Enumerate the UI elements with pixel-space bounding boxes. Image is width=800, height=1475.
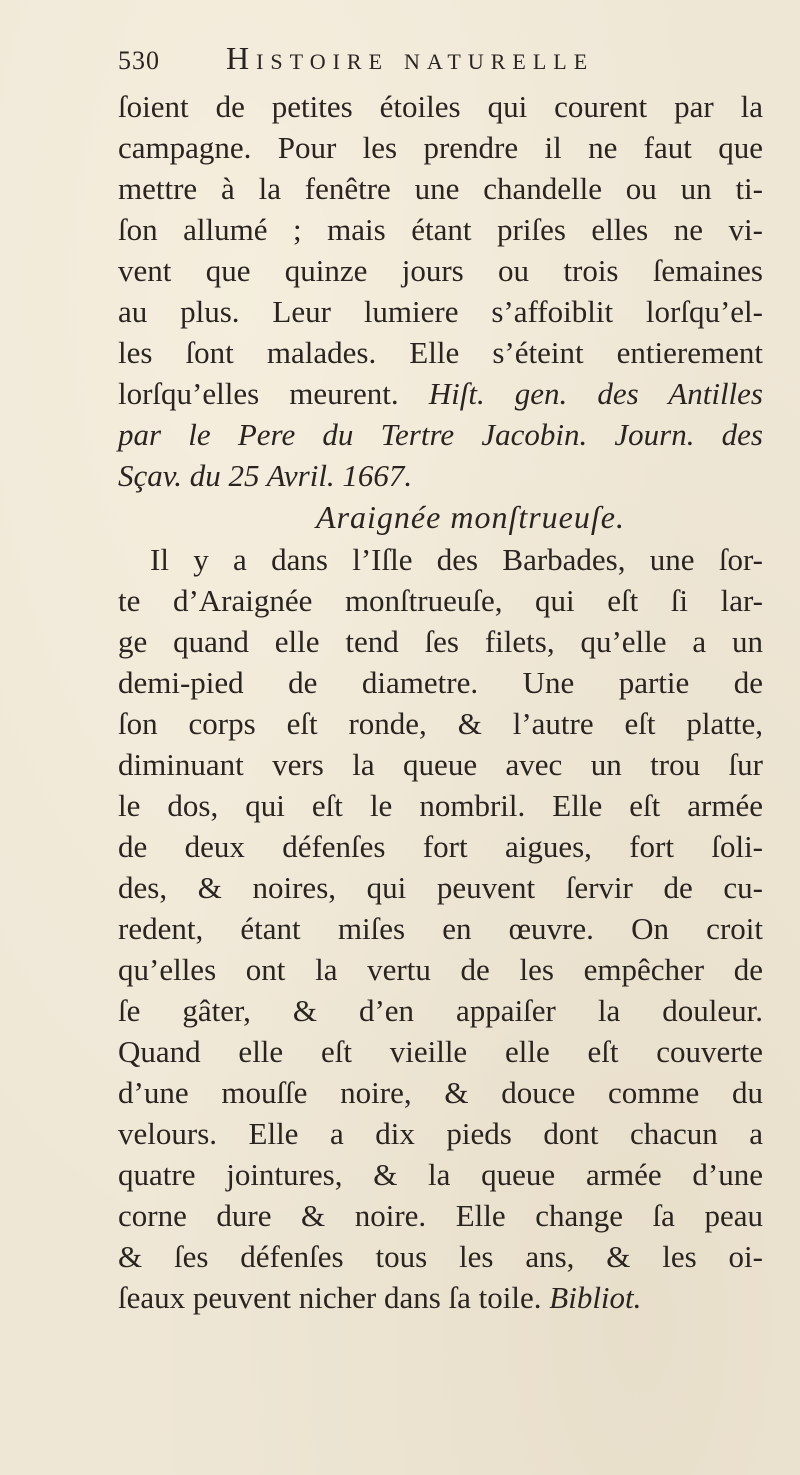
text-line: Il y a dans l’Iſle des Barbades, une ſor-	[150, 542, 763, 577]
text-line: vent que quinze jours ou trois ſemaines	[118, 253, 763, 288]
text-line: campagne. Pour les prendre il ne faut que	[118, 130, 763, 165]
text-line: redent, étant miſes en œuvre. On croit	[118, 911, 763, 946]
text-line: demi-pied de diametre. Une partie de	[118, 665, 763, 700]
text-line-with-citation	[118, 373, 763, 414]
page-header	[118, 40, 718, 84]
text-line: velours. Elle a dix pieds dont chacun a	[118, 1116, 763, 1151]
text-line: ſon corps eſt ronde, & l’autre eſt platte,	[118, 706, 763, 741]
text-line: de deux défenſes fort aigues, fort ſoli-	[118, 829, 763, 864]
text-line: mettre à la fenêtre une chandelle ou un ti-	[118, 171, 763, 206]
page-number: 530	[118, 46, 160, 75]
citation-text: Hiſt. gen. des Antilles	[428, 376, 763, 411]
text-line: au plus. Leur lumiere s’affoiblit lorſqu’el-	[118, 294, 763, 329]
text-line: le dos, qui eſt le nombril. Elle eſt armée	[118, 788, 763, 823]
citation-line: Sçav. du 25 Avril. 1667.	[118, 458, 413, 493]
text-line: ge quand elle tend ſes filets, qu’elle a un	[118, 624, 763, 659]
text-line: Quand elle eſt vieille elle eſt couverte	[118, 1034, 763, 1069]
text-line-with-citation	[118, 1277, 763, 1318]
text-line: d’une mouſſe noire, & douce comme du	[118, 1075, 763, 1110]
text-line: des, & noires, qui peuvent ſervir de cu-	[118, 870, 763, 905]
text-line: te d’Araignée monſtrueuſe, qui eſt ſi lar-	[118, 583, 763, 618]
text-line: les ſont malades. Elle s’éteint entierement	[118, 335, 763, 370]
text-line: quatre jointures, & la queue armée d’une	[118, 1157, 763, 1192]
text-line: ſe gâter, & d’en appaiſer la douleur.	[118, 993, 763, 1028]
citation-text: Bibliot.	[549, 1280, 642, 1315]
running-head: Histoire naturelle	[226, 40, 595, 76]
text-line: & ſes défenſes tous les ans, & les oi-	[118, 1239, 763, 1274]
text-line: qu’elles ont la vertu de les empêcher de	[118, 952, 763, 987]
text-line: corne dure & noire. Elle change ſa peau	[118, 1198, 763, 1233]
citation-line: par le Pere du Tertre Jacobin. Journ. des	[118, 417, 763, 452]
text-line: ſoient de petites étoiles qui courent par la	[118, 89, 763, 124]
text-line: ſon allumé ; mais étant priſes elles ne vi-	[118, 212, 763, 247]
section-title: Araignée monſtrueuſe.	[316, 499, 625, 535]
text-segment: lorſqu’elles meurent.	[118, 376, 399, 411]
text-segment: ſeaux peuvent nicher dans ſa toile.	[118, 1280, 542, 1315]
text-line: diminuant vers la queue avec un trou ſur	[118, 747, 763, 782]
body-text	[118, 86, 763, 1318]
